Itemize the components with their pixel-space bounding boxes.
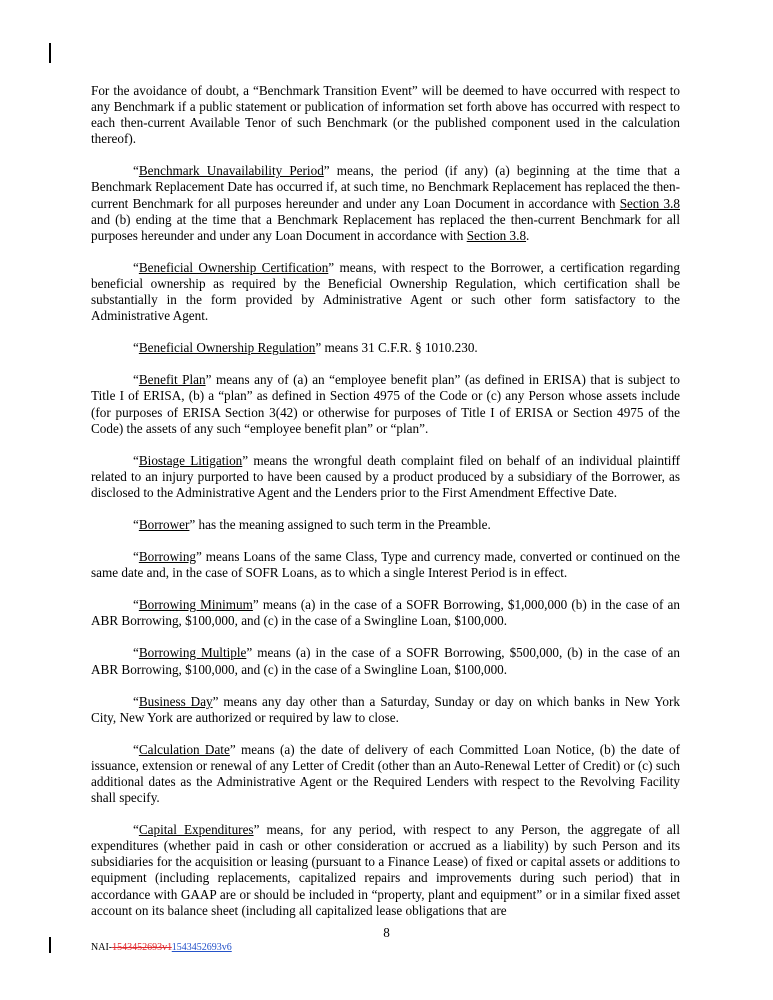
page-number: 8 [383, 925, 390, 940]
section-reference: Section 3.8 [619, 195, 680, 211]
inserted-doc-id: 1543452693v6 [171, 942, 232, 953]
definition-capital-expenditures: “Capital Expenditures” means, for any period, with respect to any Person, the aggregate of all expenditures (whether paid in cash or other consideration or accrued as a liability) by such Person and its subsidiaries for the acquisition or leasing (pursuant to a Finance Lease) of fixed or capital assets or additions to equipment (including replacements, capitalized repairs and improvements during such period) that in accordance with GAAP are or should be included in “property, plant and equipment” or in a similar fixed asset account on its balance sheet (including all capitalized lease obligations that are [91, 822, 680, 918]
definition-beneficial-ownership-regulation: “Beneficial Ownership Regulation” means 31 C.F.R. § 1010.230. [133, 340, 478, 356]
definition-borrowing: “Borrowing” means Loans of the same Class, Type and currency made, converted or continued on the same date and, in the case of SOFR Loans, as to which a single Interest Period is in effect. [91, 549, 680, 581]
defined-term: Borrower [138, 516, 190, 532]
defined-term: Calculation Date [138, 741, 230, 757]
doc-id-prefix: NAI- [91, 942, 113, 953]
defined-term: Borrowing [138, 549, 197, 565]
definition-business-day: “Business Day” means any day other than a Saturday, Sunday or day on which banks in New York City, New York are authorized or required by law to close. [91, 693, 680, 725]
paragraph-benchmark-transition-note: For the avoidance of doubt, a “Benchmark Transition Event” will be deemed to have occurred with respect to any Benchmark if a public statement or publication of information set forth above has occurred with respect to each then-current Available Tenor of such Benchmark (or the published component used in the calculation thereof). [91, 83, 680, 147]
defined-term: Benchmark Unavailability Period [138, 163, 324, 179]
change-bar-top [49, 43, 51, 63]
definition-borrowing-minimum: “Borrowing Minimum” means (a) in the case of a SOFR Borrowing, $1,000,000 (b) in the case of an ABR Borrowing, $100,000, and (c) in the case of a Swingline Loan, $100,000. [91, 597, 680, 629]
definition-benefit-plan: “Benefit Plan” means any of (a) an “employee benefit plan” (as defined in ERISA) that is subject to Title I of ERISA, (b) a “plan” as defined in Section 4975 of the Code or (c) any Person whose assets include (for purposes of ERISA Section 3(42) or otherwise for purposes of Title I of ERISA or Section 4975 of the Code) the assets of any such “employee benefit plan” or “plan”. [91, 372, 681, 436]
defined-term: Borrowing Minimum [138, 597, 253, 613]
defined-term: Beneficial Ownership Certification [138, 259, 329, 275]
document-id-footer [91, 942, 232, 953]
definition-borrower: “Borrower” has the meaning assigned to such term in the Preamble. [133, 516, 491, 532]
defined-term: Biostage Litigation [138, 452, 243, 468]
defined-term: Borrowing Multiple [138, 645, 247, 661]
definition-benchmark-unavailability-period: “Benchmark Unavailability Period” means, the period (if any) (a) beginning at the time that a Benchmark Replacement Date has occurred if, at such time, no Benchmark Replacement has replaced the then-current Benchmark for all purposes hereunder and under any Loan Document in accordance with Section 3.8 and (b) ending at the time that a Benchmark Replacement has replaced the then-current Benchmark for all purposes hereunder and under any Loan Document in accordance with Section 3.8. [91, 163, 680, 243]
defined-term: Beneficial Ownership Regulation [138, 340, 316, 356]
body-text [91, 83, 680, 919]
definition-borrowing-multiple: “Borrowing Multiple” means (a) in the case of a SOFR Borrowing, $500,000, (b) in the case of an ABR Borrowing, $100,000, and (c) in the case of a Swingline Loan, $100,000. [91, 645, 680, 677]
definition-biostage-litigation: “Biostage Litigation” means the wrongful death complaint filed on behalf of an individual plaintiff related to an injury purported to have been caused by a product produced by a subsidiary of the Borrower, as disclosed to the Administrative Agent and the Lenders prior to the First Amendment Effective Date. [91, 452, 681, 500]
defined-term: Benefit Plan [138, 372, 206, 388]
definition-calculation-date: “Calculation Date” means (a) the date of delivery of each Committed Loan Notice, (b) the date of issuance, extension or renewal of any Letter of Credit (other than an Auto-Renewal Letter of Credit) or (c) such additional dates as the Administrative Agent or the Required Lenders with respect to the Revolving Facility shall specify. [91, 741, 681, 806]
definition-beneficial-ownership-certification: “Beneficial Ownership Certification” means, with respect to the Borrower, a certification regarding beneficial ownership as required by the Beneficial Ownership Regulation, which certification shall be substantially in the form provided by Administrative Agent or such other form satisfactory to the Administrative Agent. [91, 259, 680, 324]
section-reference: Section 3.8 [466, 227, 527, 243]
deleted-doc-id: 1543452693v1 [112, 942, 172, 953]
defined-term: Business Day [138, 693, 213, 709]
defined-term: Capital Expenditures [138, 822, 254, 838]
